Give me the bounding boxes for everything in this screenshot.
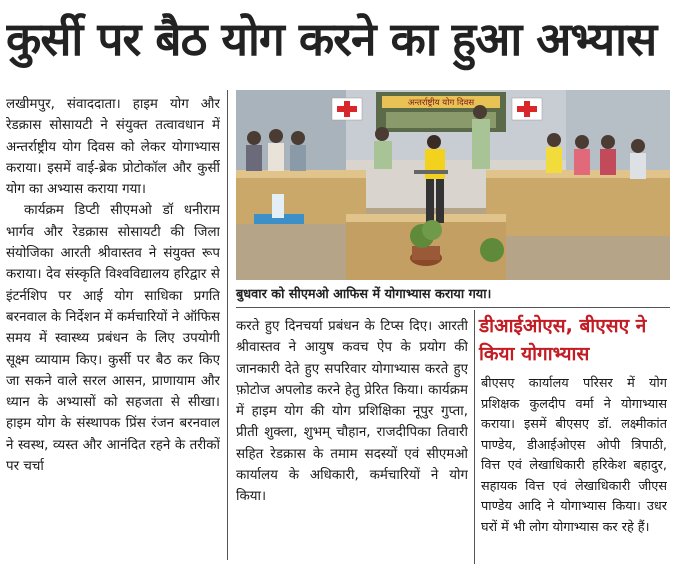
sidebar-headline: डीआईओएस, बीएसए ने किया योगाभ्यास — [479, 315, 647, 365]
sidebar-story-text — [481, 374, 667, 566]
news-photo — [236, 90, 670, 280]
banner-text: अन्तर्राष्ट्रीय योग दिवस — [407, 98, 475, 108]
column-divider-right — [474, 310, 475, 564]
middle-column — [236, 316, 468, 564]
column-divider-left — [227, 90, 228, 560]
photo-caption: बुधवार को सीएमओ आफिस में योगाभ्यास कराया गया। — [236, 287, 492, 302]
middle-paragraph: करते हुए दिनचर्या प्रबंधन के टिप्स दिए। आरती श्रीवास्तव ने आयुष कवच ऐप के प्रयोग की जानकारी देते हुए सपरिवार योगाभ्यास करते हुए फ़ोटोज अपलोड करने हेतु प्रेरित किया। कार्यक्रम में हाइम योग की योग प्रशिक्षिका नूपुर गुप्ता, प्रीती शुक्ला, शुभम् चौहान, राजदीपिका तिवारी सहित रेडक्रास के तमाम सदस्यों एवं सीएमओ कार्यालय के अधिकारी, कर्मचारियों ने योग किया। — [236, 319, 468, 505]
left-paragraph-2: कार्यक्रम डिप्टी सीएमओ डॉ धनीराम भार्गव और रेडक्रास सोसायटी की जिला संयोजिका आरती श्रीवास्तव ने संयुक्त रूप कराया। देव संस्कृति विश्वविद्यालय हरिद्वार से इंटर्नशिप पर आई योग साधिका प्रगति बरनवाल के निर्देशन में कर्मचारियों ने ऑफिस समय में स्वास्थ्य प्रबंधन के लिए उपयोगी सूक्ष्म व्यायाम किए। कुर्सी पर बैठ कर किए जा सकने वाले सरल आसन, प्राणायाम और ध्यान के अभ्यासों को सहजता से सीखा। हाइम योग के संस्थापक प्रिंस रंजन बरनवाल ने स्वस्थ, व्यस्त और आनंदित रहने के तरीकों पर चर्चा — [6, 203, 220, 475]
meeting-room-illustration — [236, 90, 670, 280]
instructor-figure — [425, 149, 445, 179]
left-column — [6, 94, 220, 564]
left-paragraph-1: लखीमपुर, संवाददाता। हाइम योग और रेडक्रास सोसायटी ने संयुक्त तत्वावधान में अन्तर्राष्ट्रीय योग दिवस को लेकर योगाभ्यास कराया। इसमें वाई-ब्रेक प्रोटोकॉल और कुर्सी योग का अभ्यास कराया गया। — [6, 97, 220, 198]
caption-divider — [236, 307, 670, 308]
sidebar-paragraph: बीएसए कार्यालय परिसर में योग प्रशिक्षक कुलदीप वर्मा ने योगाभ्यास कराया। इसमें बीएसए डॉ. लक्ष्मीकांत पाण्डेय, डीआईओएस ओपी त्रिपाठी, वित्त एवं लेखाधिकारी हरिकेश बहादुर, सहायक वित्त एवं लेखाधिकारी जीएस पाण्डेय आदि ने योगाभ्यास किया। उधर घरों में भी लोग योगाभ्यास कर रहे हैं। — [481, 376, 667, 535]
headline: कुर्सी पर बैठ योग करने का हुआ अभ्यास — [6, 12, 657, 66]
